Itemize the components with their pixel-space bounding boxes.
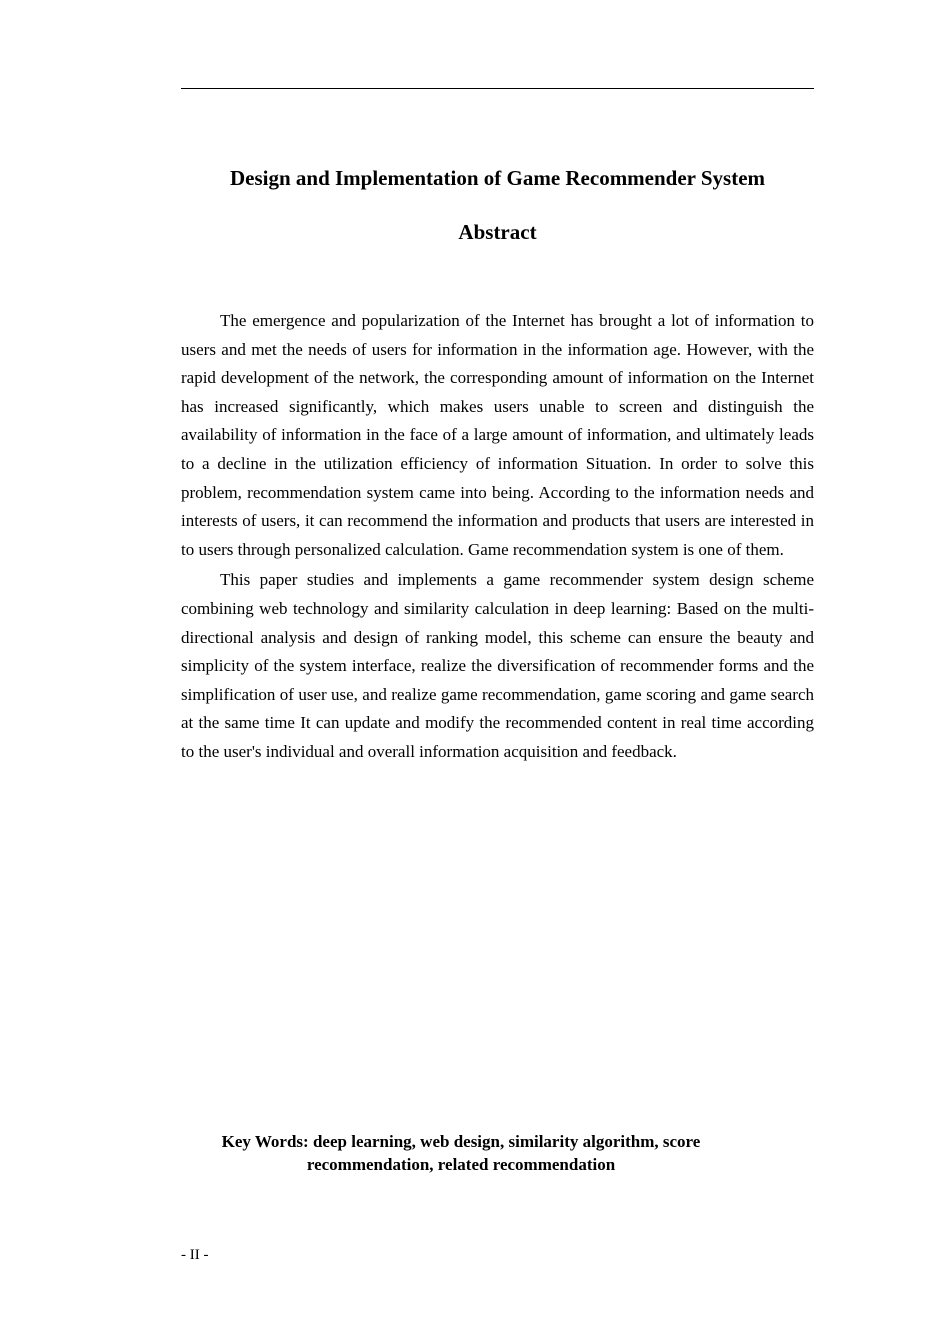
page-number: - II - bbox=[181, 1247, 209, 1263]
keywords-text: deep learning, web design, similarity algorithm, score recommendation, related recommendation bbox=[306, 1132, 701, 1174]
abstract-heading: Abstract bbox=[458, 220, 537, 244]
abstract-paragraph: The emergence and popularization of the Internet has brought a lot of information to users and met the needs of users for information in the information age. However, with the rapid development of the network, the corresponding amount of information on the Internet has increased significantly, which makes users unable to screen and distinguish the availability of information in the face of a large amount of information, and ultimately leads to a decline in the utilization efficiency of information Situation. In order to solve this problem, recommendation system came into being. According to the information needs and interests of users, it can recommend the information and products that users are interested in to users through personalized calculation. Game recommendation system is one of them. bbox=[181, 311, 814, 559]
paper-title: Design and Implementation of Game Recommender System bbox=[229, 166, 766, 190]
abstract-paragraph: This paper studies and implements a game recommender system design scheme combining web technology and similarity calculation in deep learning: Based on the multi-directional analysis and design of ranking model, this scheme can ensure the beauty and simplicity of the system interface, realize the diversification of recommender forms and the simplification of user use, and realize game recommendation, game scoring and game search at the same time It can update and modify the recommended content in real time according to the user's individual and overall information acquisition and feedback. bbox=[181, 570, 814, 761]
abstract-body bbox=[181, 307, 814, 769]
keywords-label: Key Words: bbox=[221, 1132, 309, 1151]
keywords bbox=[181, 1131, 741, 1176]
header-rule bbox=[181, 88, 814, 89]
